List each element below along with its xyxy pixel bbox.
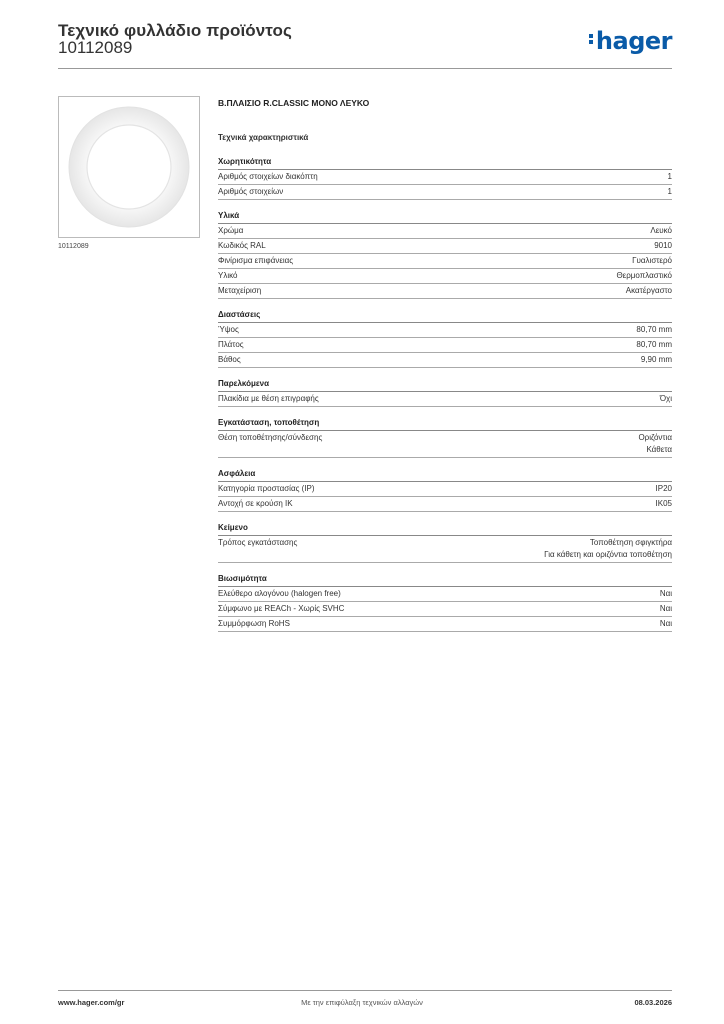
footer-notice: Με την επιφύλαξη τεχνικών αλλαγών [301,998,423,1007]
spec-row [218,392,672,407]
footer-website[interactable]: www.hager.com/gr [58,998,125,1007]
spec-label: Χρώμα [218,226,244,235]
spec-row [218,269,672,284]
spec-value [660,588,672,600]
spec-row [218,254,672,269]
spec-sections [218,156,672,632]
spec-label: Αριθμός στοιχείων [218,187,284,196]
product-name: Β.ΠΛΑΙΣΙΟ R.CLASSIC ΜΟΝΟ ΛΕΥΚΟ [218,98,370,108]
spec-label: Πλακίδια με θέση επιγραφής [218,394,319,403]
frame-ring-icon [59,97,199,237]
spec-row [218,353,672,368]
spec-label: Βάθος [218,355,241,364]
logo-text: hager [595,27,672,55]
spec-value [660,393,672,405]
spec-row [218,185,672,200]
spec-label: Τρόπος εγκατάστασης [218,538,298,547]
section-title: Χωρητικότητα [218,156,672,170]
spec-row [218,170,672,185]
spec-value-line: Όχι [659,394,672,403]
technical-specs-heading: Τεχνικά χαρακτηριστικά [218,133,309,142]
spec-value-line: Ναι [659,619,672,628]
spec-value [660,618,672,630]
footer-date: 08.03.2026 [634,998,672,1007]
spec-row [218,587,672,602]
spec-row [218,224,672,239]
spec-value [636,339,672,351]
spec-value [626,285,672,297]
spec-row [218,323,672,338]
spec-value-line: Γυαλιστερό [632,256,672,265]
spec-value [650,225,672,237]
section-title: Υλικά [218,210,672,224]
spec-value-line: Για κάθετη και οριζόντια τοποθέτηση [544,550,672,559]
spec-row [218,284,672,299]
spec-section [218,378,672,407]
spec-value-line: Κάθετα [646,445,672,454]
spec-row [218,536,672,563]
spec-label: Κατηγορία προστασίας (IP) [218,484,315,493]
spec-value-line: 1 [667,187,672,196]
spec-value [660,603,672,615]
spec-value-line: Ναι [659,604,672,613]
spec-row [218,338,672,353]
spec-section [218,210,672,299]
section-title: Βιωσιμότητα [218,573,672,587]
product-code: 10112089 [58,38,133,57]
spec-value-line: 80,70 mm [636,340,672,349]
spec-label: Μεταχείριση [218,286,262,295]
spec-value-line: 80,70 mm [636,325,672,334]
footer-divider [58,990,672,991]
spec-label: Αριθμός στοιχείων διακόπτη [218,172,318,181]
spec-value-line: 9010 [654,241,672,250]
spec-value-line: Οριζόντια [638,433,672,442]
spec-value [656,483,672,495]
spec-value [641,354,672,366]
spec-value-line: Λευκό [650,226,672,235]
spec-label: Θέση τοποθέτησης/σύνδεσης [218,433,323,442]
spec-row [218,482,672,497]
section-title: Κείμενο [218,522,672,536]
section-title: Εγκατάσταση, τοποθέτηση [218,417,672,431]
section-title: Διαστάσεις [218,309,672,323]
page-title: Τεχνικό φυλλάδιο προϊόντος [58,21,292,40]
section-title: Ασφάλεια [218,468,672,482]
spec-row [218,431,672,458]
spec-value [636,324,672,336]
spec-label: Φινίρισμα επιφάνειας [218,256,294,265]
spec-section [218,156,672,200]
spec-row [218,497,672,512]
spec-row [218,602,672,617]
spec-value [544,537,672,561]
spec-row [218,617,672,632]
spec-value [668,171,672,183]
spec-label: Κωδικός RAL [218,241,266,250]
section-title: Παρελκόμενα [218,378,672,392]
spec-section [218,573,672,632]
spec-value-line: Θερμοπλαστικό [616,271,672,280]
spec-section [218,309,672,368]
spec-value-line: 9,90 mm [640,355,672,364]
spec-label: Συμμόρφωση RoHS [218,619,290,628]
spec-value-line: Ακατέργαστο [625,286,672,295]
spec-content [218,96,672,642]
spec-section [218,468,672,512]
spec-label: Σύμφωνο με REACh - Χωρίς SVHC [218,604,345,613]
spec-value-line: Τοποθέτηση σφιγκτήρα [589,538,672,547]
spec-label: Αντοχή σε κρούση IK [218,499,293,508]
spec-value-line: IK05 [655,499,672,508]
image-caption: 10112089 [58,243,89,250]
product-image [58,96,200,238]
spec-value [654,240,672,252]
spec-value [632,255,672,267]
spec-label: Ελεύθερο αλογόνου (halogen free) [218,589,341,598]
spec-value [638,432,672,456]
spec-value-line: IP20 [655,484,672,493]
header-divider [58,68,672,69]
spec-section [218,522,672,563]
spec-label: Ύψος [218,325,239,334]
spec-row [218,239,672,254]
spec-value-line: 1 [667,172,672,181]
spec-value [668,186,672,198]
spec-label: Πλάτος [218,340,244,349]
logo-dots-icon [589,32,593,46]
spec-label: Υλικό [218,271,238,280]
spec-section [218,417,672,458]
spec-value [656,498,672,510]
hager-logo [589,27,672,55]
spec-value-line: Ναι [659,589,672,598]
spec-value [616,270,672,282]
